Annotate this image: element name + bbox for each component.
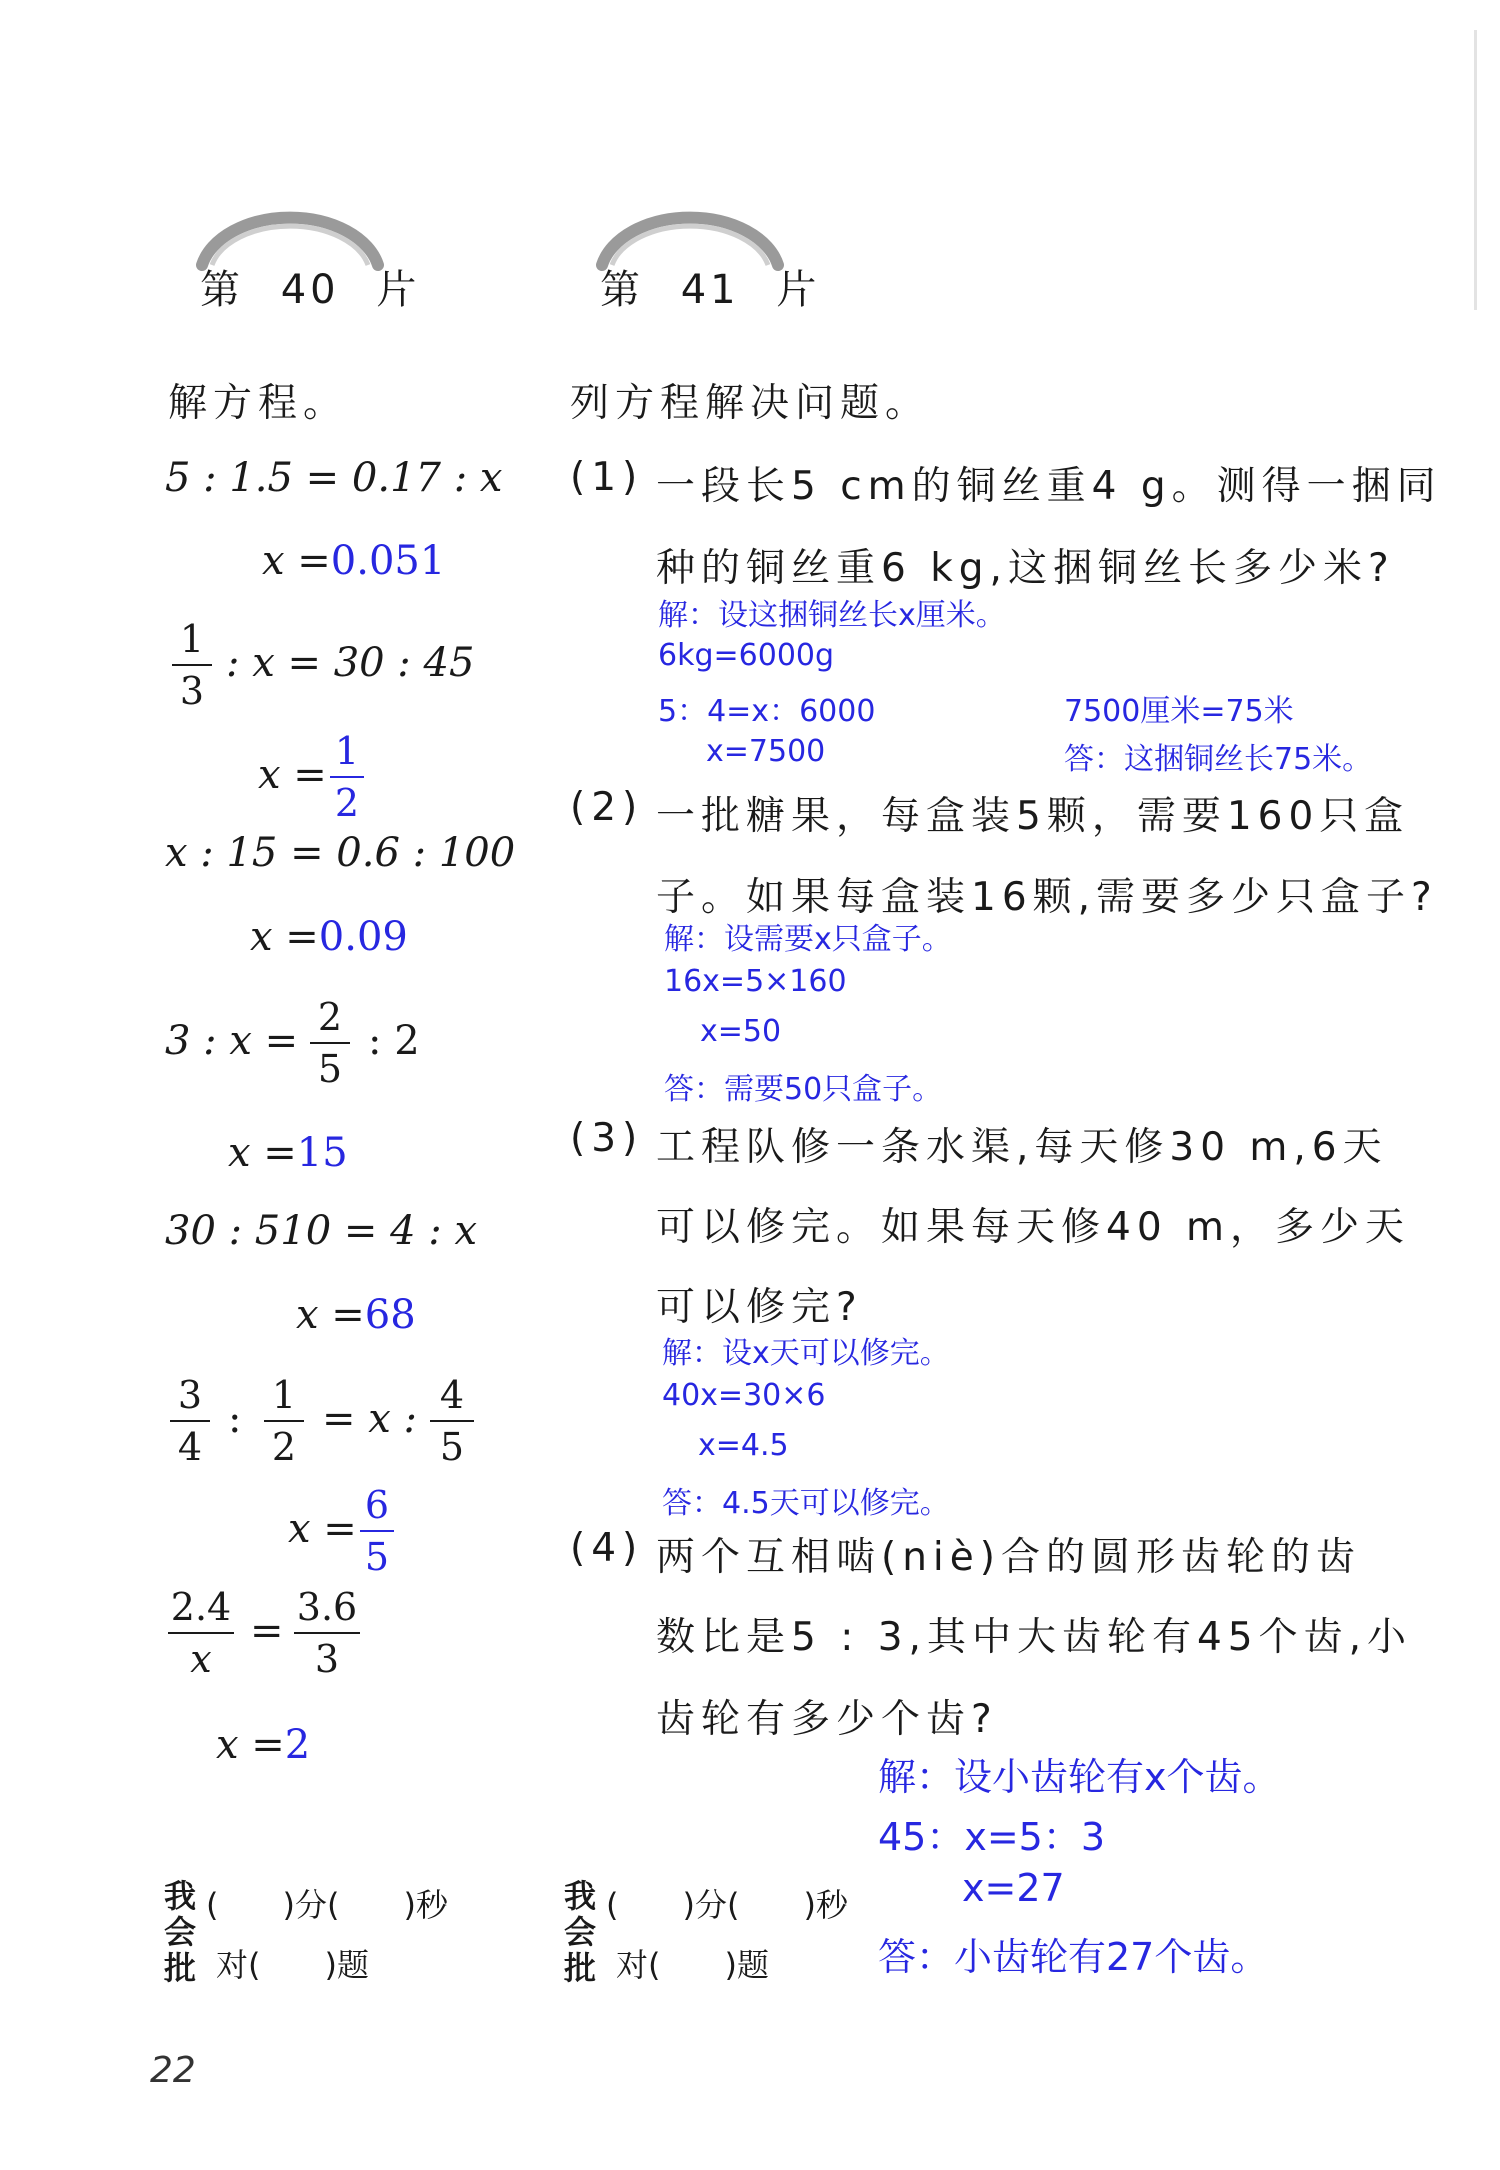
q4-line3: 齿轮有多少个齿? <box>656 1697 998 1742</box>
right-instruction: 列方程解决问题。 <box>570 381 931 426</box>
q1-sol-3: 5：4=x：6000 <box>658 694 876 729</box>
equation-4-left: 3 : x = <box>165 1018 299 1064</box>
equation-6-fraction-1: 3 4 <box>170 1372 210 1470</box>
q3-line3: 可以修完? <box>656 1285 863 1330</box>
q3-line1: 工程队修一条水渠,每天修30 m,6天 <box>656 1125 1388 1170</box>
equation-3: x : 15 = 0.6 : 100 <box>165 830 516 876</box>
answer-6-fraction: 6 5 <box>360 1482 394 1580</box>
q4-line2: 数比是5 : 3,其中大齿轮有45个齿,小 <box>656 1615 1412 1660</box>
q1-sol-4: x=7500 <box>706 734 826 769</box>
equation-2: : x = 30 : 45 <box>226 640 475 686</box>
q3-sol-2: 40x=30×6 <box>662 1378 826 1413</box>
answer-1: x =0.051 <box>262 538 446 584</box>
answer-4: x =15 <box>228 1130 348 1176</box>
q3-line2: 可以修完。如果每天修40 m，多少天 <box>656 1205 1411 1250</box>
q4-sol-3: x=27 <box>962 1866 1065 1910</box>
equation-6-fraction-3: 4 5 <box>430 1372 474 1470</box>
right-score-correct: 对( )题 <box>616 1946 769 1984</box>
q2-sol-2: 16x=5×160 <box>664 964 847 999</box>
equation-6-fraction-2: 1 2 <box>264 1372 304 1470</box>
q2-line2: 子。如果每盒装16颗,需要多少只盒子? <box>656 875 1438 920</box>
equation-7-equals: = <box>250 1608 284 1654</box>
q2-label: (2) <box>570 785 644 830</box>
equation-1: 5 : 1.5 = 0.17 : x <box>165 455 503 501</box>
q1-sol-1: 解：设这捆铜丝长x厘米。 <box>658 598 1006 633</box>
left-score-time: ( )分( )秒 <box>206 1886 448 1924</box>
q3-sol-4: 答：4.5天可以修完。 <box>662 1486 950 1521</box>
answer-6-label: x = <box>288 1506 357 1552</box>
page-number: 22 <box>150 2050 196 2091</box>
q1-line2: 种的铜丝重6 kg,这捆铜丝长多少米? <box>656 546 1395 591</box>
q4-sol-2: 45：x=5：3 <box>878 1815 1106 1859</box>
q3-sol-1: 解：设x天可以修完。 <box>662 1336 950 1371</box>
equation-6-colon: : <box>228 1396 242 1442</box>
answer-2-label: x = <box>258 752 327 798</box>
answer-5: x =68 <box>296 1292 416 1338</box>
answer-2-fraction: 1 2 <box>330 728 364 826</box>
answer-7: x =2 <box>216 1722 311 1768</box>
left-section-title: 第 40 片 <box>200 267 421 313</box>
equation-7-fraction-1: 2.4 x <box>168 1584 234 1682</box>
right-score-label: 我 会 批 <box>564 1877 597 1987</box>
left-score-correct: 对( )题 <box>216 1946 369 1984</box>
q2-line1: 一批糖果，每盒装5颗，需要160只盒 <box>656 794 1410 839</box>
q3-sol-3: x=4.5 <box>698 1428 789 1463</box>
q2-sol-3: x=50 <box>700 1014 782 1049</box>
equation-7-fraction-2: 3.6 3 <box>294 1584 360 1682</box>
q1-sol-right-2: 答：这捆铜丝长75米。 <box>1064 742 1373 777</box>
right-section-title: 第 41 片 <box>600 267 821 313</box>
q4-sol-4: 答：小齿轮有27个齿。 <box>878 1935 1269 1979</box>
equation-6-middle: = x : <box>322 1396 417 1442</box>
q1-label: (1) <box>570 455 644 500</box>
equation-4-fraction: 2 5 <box>310 994 350 1092</box>
q4-sol-1: 解：设小齿轮有x个齿。 <box>878 1755 1281 1799</box>
right-score-time: ( )分( )秒 <box>606 1886 848 1924</box>
answer-3: x =0.09 <box>250 914 408 960</box>
q1-sol-right-1: 7500厘米=75米 <box>1064 694 1294 729</box>
q1-sol-2: 6kg=6000g <box>658 638 835 673</box>
page-edge-line <box>1474 30 1477 310</box>
q2-sol-1: 解：设需要x只盒子。 <box>664 922 952 957</box>
q4-label: (4) <box>570 1526 644 1571</box>
q3-label: (3) <box>570 1116 644 1161</box>
equation-2-fraction: 1 3 <box>172 616 212 714</box>
left-score-label: 我 会 批 <box>164 1877 197 1987</box>
equation-4-right: : 2 <box>368 1018 420 1064</box>
left-instruction: 解方程。 <box>168 381 349 426</box>
q4-line1: 两个互相啮(niè)合的圆形齿轮的齿 <box>656 1535 1361 1580</box>
q2-sol-4: 答：需要50只盒子。 <box>664 1072 943 1107</box>
equation-5: 30 : 510 = 4 : x <box>165 1208 478 1254</box>
q1-line1: 一段长5 cm的铜丝重4 g。测得一捆同 <box>656 464 1442 509</box>
